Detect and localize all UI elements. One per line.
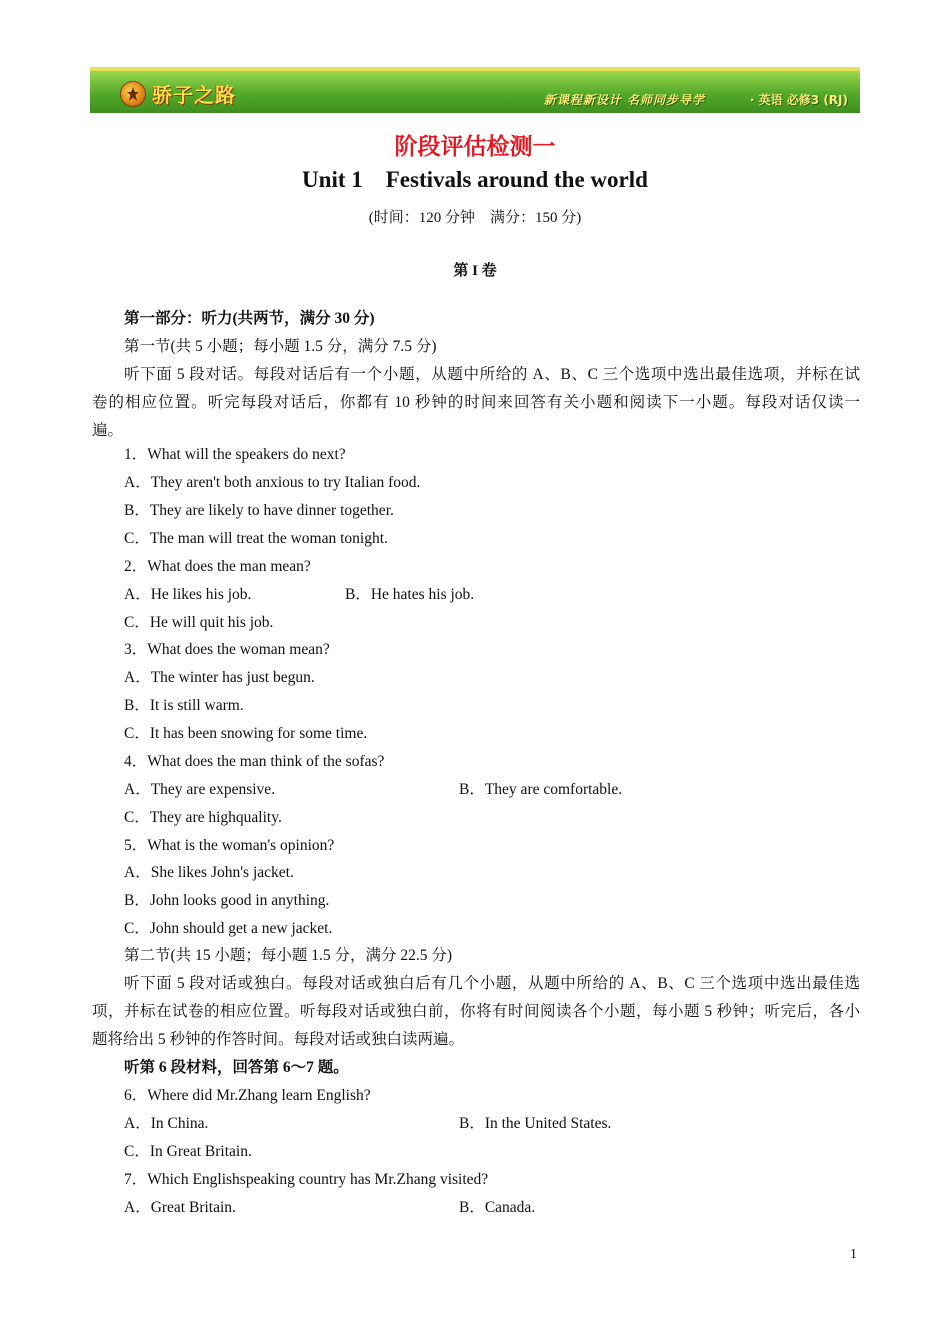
question-stem: 5．What is the woman's opinion?	[124, 837, 335, 854]
section1-instructions-line: 听下面 5 段对话。每段对话后有一个小题，从题中所给的 A、B、C 三个选项中选出最佳选项，并标在试	[124, 366, 860, 383]
question-stem: 6．Where did Mr.Zhang learn English?	[124, 1087, 371, 1104]
option-c: C．It has been snowing for some time.	[124, 725, 368, 742]
logo-icon	[120, 81, 146, 107]
section1-instructions-line: 卷的相应位置。听完每段对话后，你都有 10 秒钟的时间来回答有关小题和阅读下一小题。每段对话仅读一	[92, 394, 860, 411]
brand-name: 骄子之路	[152, 83, 236, 107]
time-info: (时间：120 分钟 满分：150 分)	[368, 210, 582, 226]
page-title-cn: 阶段评估检测一	[394, 134, 556, 160]
section1-instructions-line: 遍。	[92, 422, 124, 439]
question-stem: 2．What does the man mean?	[124, 558, 311, 575]
volume-heading: 第 I 卷	[453, 263, 497, 279]
material6-heading: 听第 6 段材料，回答第 6～7 题。	[124, 1059, 349, 1076]
option-a: A．They are expensive.	[124, 781, 276, 798]
question-stem: 4．What does the man think of the sofas?	[124, 753, 385, 770]
option-a: A．The winter has just begun.	[124, 669, 315, 686]
option-b: B．It is still warm.	[124, 697, 244, 714]
option-c: C．He will quit his job.	[124, 614, 274, 631]
option-a: A．In China.	[124, 1115, 209, 1132]
question-stem: 3．What does the woman mean?	[124, 641, 330, 658]
option-b: B．In the United States.	[459, 1115, 612, 1132]
page-number: 1	[850, 1247, 857, 1262]
option-c: C．In Great Britain.	[124, 1143, 252, 1160]
option-b: B．They are comfortable.	[459, 781, 623, 798]
section2-instructions-line: 听下面 5 段对话或独白。每段对话或独白后有几个小题，从题中所给的 A、B、C 三个选项中选出最佳选	[124, 975, 860, 992]
option-c: C．The man will treat the woman tonight.	[124, 530, 388, 547]
question-stem: 1．What will the speakers do next?	[124, 446, 346, 463]
header-tagline: 新课程新设计 名师同步导学	[543, 93, 705, 107]
section2-heading: 第二节(共 15 小题；每小题 1.5 分，满分 22.5 分)	[124, 947, 453, 964]
question-stem: 7．Which Englishspeaking country has Mr.Zhang visited?	[124, 1171, 489, 1188]
header-banner	[90, 67, 860, 113]
option-b: B．John looks good in anything.	[124, 892, 330, 909]
option-b: B．Canada.	[459, 1199, 536, 1216]
option-a: A．They aren't both anxious to try Italian food.	[124, 474, 421, 491]
option-c: C．John should get a new jacket.	[124, 920, 333, 937]
option-a: A．Great Britain.	[124, 1199, 236, 1216]
section2-instructions-line: 题将给出 5 秒钟的作答时间。每段对话或独白读两遍。	[92, 1031, 465, 1048]
option-b: B．He hates his job.	[345, 586, 475, 603]
page-title-en: Unit 1 Festivals around the world	[302, 167, 648, 192]
option-a: A．She likes John's jacket.	[124, 864, 294, 881]
section1-heading: 第一节(共 5 小题；每小题 1.5 分，满分 7.5 分)	[124, 338, 437, 355]
option-a: A．He likes his job.	[124, 586, 252, 603]
section2-instructions-line: 项，并标在试卷的相应位置。听每段对话或独白前，你将有时间阅读各个小题，每小题 5 秒钟；听完后，各小	[92, 1003, 860, 1020]
part1-heading: 第一部分：听力(共两节，满分 30 分)	[124, 310, 375, 327]
header-subject: · 英语 必修3 (RJ)	[749, 93, 848, 107]
option-c: C．They are highquality.	[124, 809, 282, 826]
option-b: B．They are likely to have dinner together.	[124, 502, 394, 519]
